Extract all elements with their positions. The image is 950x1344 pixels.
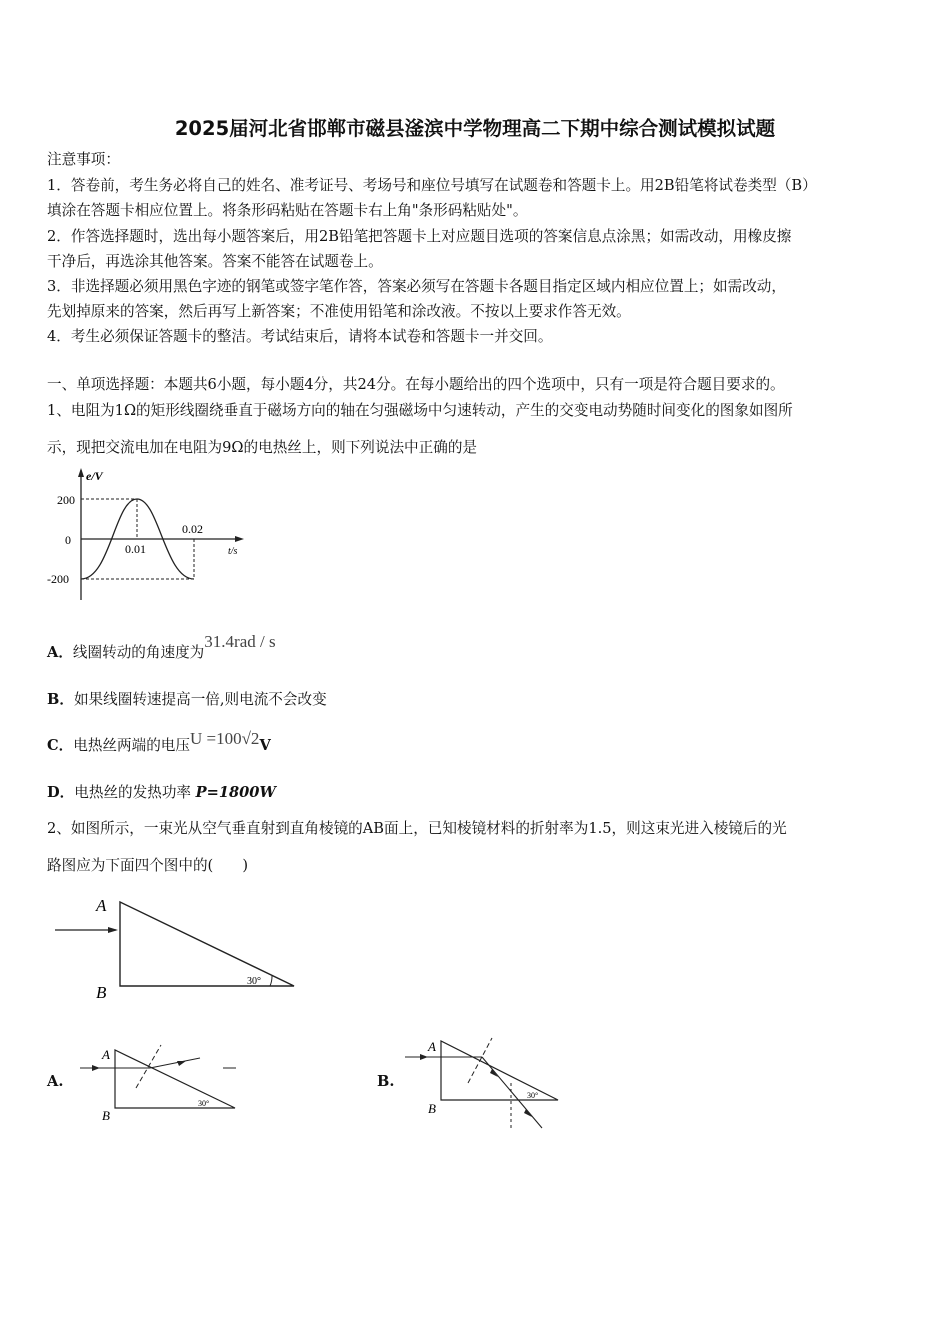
q2-option-b-label: B. (377, 1073, 395, 1090)
notice-line: 1．答卷前，考生务必将自己的姓名、准考证号、考场号和座位号填写在试题卷和答题卡上。用2B铅笔将试卷类型（B） (47, 177, 817, 194)
svg-text:30°: 30° (198, 1099, 210, 1108)
q2-stem: 2、如图所示，一束光从空气垂直射到直角棱镜的AB面上，已知棱镜材料的折射率为1.5，则这束光进入棱镜后的光 (47, 820, 787, 837)
notice-line: 干净后，再选涂其他答案。答案不能答在试题卷上。 (47, 253, 383, 270)
x-tick: 0.02 (182, 522, 203, 536)
svg-text:B: B (102, 1108, 110, 1123)
prism-figure (50, 890, 310, 1010)
svg-text:B: B (96, 983, 107, 1002)
q2-option-b-figure (400, 1033, 565, 1133)
notice-heading: 注意事项： (47, 151, 120, 168)
q2-option-a-label: A. (47, 1073, 64, 1090)
svg-text:30°: 30° (247, 976, 261, 987)
notice-line: 先划掉原来的答案，然后再写上新答案；不准使用铅笔和涂改液。不按以上要求作答无效。 (47, 303, 631, 320)
svg-text:B: B (428, 1101, 436, 1116)
svg-text:A: A (428, 1039, 436, 1054)
x-axis-label: t/s (228, 546, 238, 557)
svg-text:A: A (102, 1047, 110, 1062)
notice-line: 2．作答选择题时，选出每小题答案后，用2B铅笔把答题卡上对应题目选项的答案信息点涂黑；如需改动，用橡皮擦 (47, 228, 792, 245)
svg-text:30°: 30° (527, 1091, 539, 1100)
y-axis-label: e/V (86, 469, 103, 483)
svg-text:A: A (96, 896, 107, 915)
section-heading: 一、单项选择题：本题共6小题，每小题4分，共24分。在每小题给出的四个选项中，只有一项是符合题目要求的。 (47, 376, 785, 393)
q2-option-a-figure (78, 1040, 243, 1125)
y-tick: -200 (47, 572, 69, 586)
notice-line: 3．非选择题必须用黑色字迹的钢笔或签字笔作答，答案必须写在答题卡各题目指定区域内相应位置上；如需改动， (47, 278, 786, 295)
q2-stem: 路图应为下面四个图中的( ) (47, 857, 249, 874)
y-tick: 200 (57, 493, 75, 507)
q1-option-a: A．线圈转动的角速度为31.4rad / s (47, 632, 276, 661)
y-tick: 0 (65, 533, 71, 547)
q1-stem: 示，现把交流电加在电阻为9Ω的电热丝上，则下列说法中正确的是 (47, 439, 478, 456)
notice-line: 填涂在答题卡相应位置上。将条形码粘贴在答题卡右上角"条形码粘贴处"。 (47, 202, 528, 219)
q1-option-b: B．如果线圈转速提高一倍,则电流不会改变 (47, 691, 327, 708)
notice-line: 4．考生必须保证答题卡的整洁。考试结束后，请将本试卷和答题卡一并交回。 (47, 328, 553, 345)
q1-option-d: D．电热丝的发热功率 P=1800W (47, 784, 276, 801)
q1-option-c: C．电热丝两端的电压U =100√2V (47, 729, 271, 754)
q1-stem: 1、电阻为1Ω的矩形线圈绕垂直于磁场方向的轴在匀强磁场中匀速转动，产生的交变电动势随时间变化的图象如图所 (47, 402, 793, 419)
page-title: 2025届河北省邯郸市磁县滏滨中学物理高二下期中综合测试模拟试题 (174, 117, 776, 140)
x-tick: 0.01 (125, 542, 146, 556)
emf-time-graph (40, 465, 260, 605)
